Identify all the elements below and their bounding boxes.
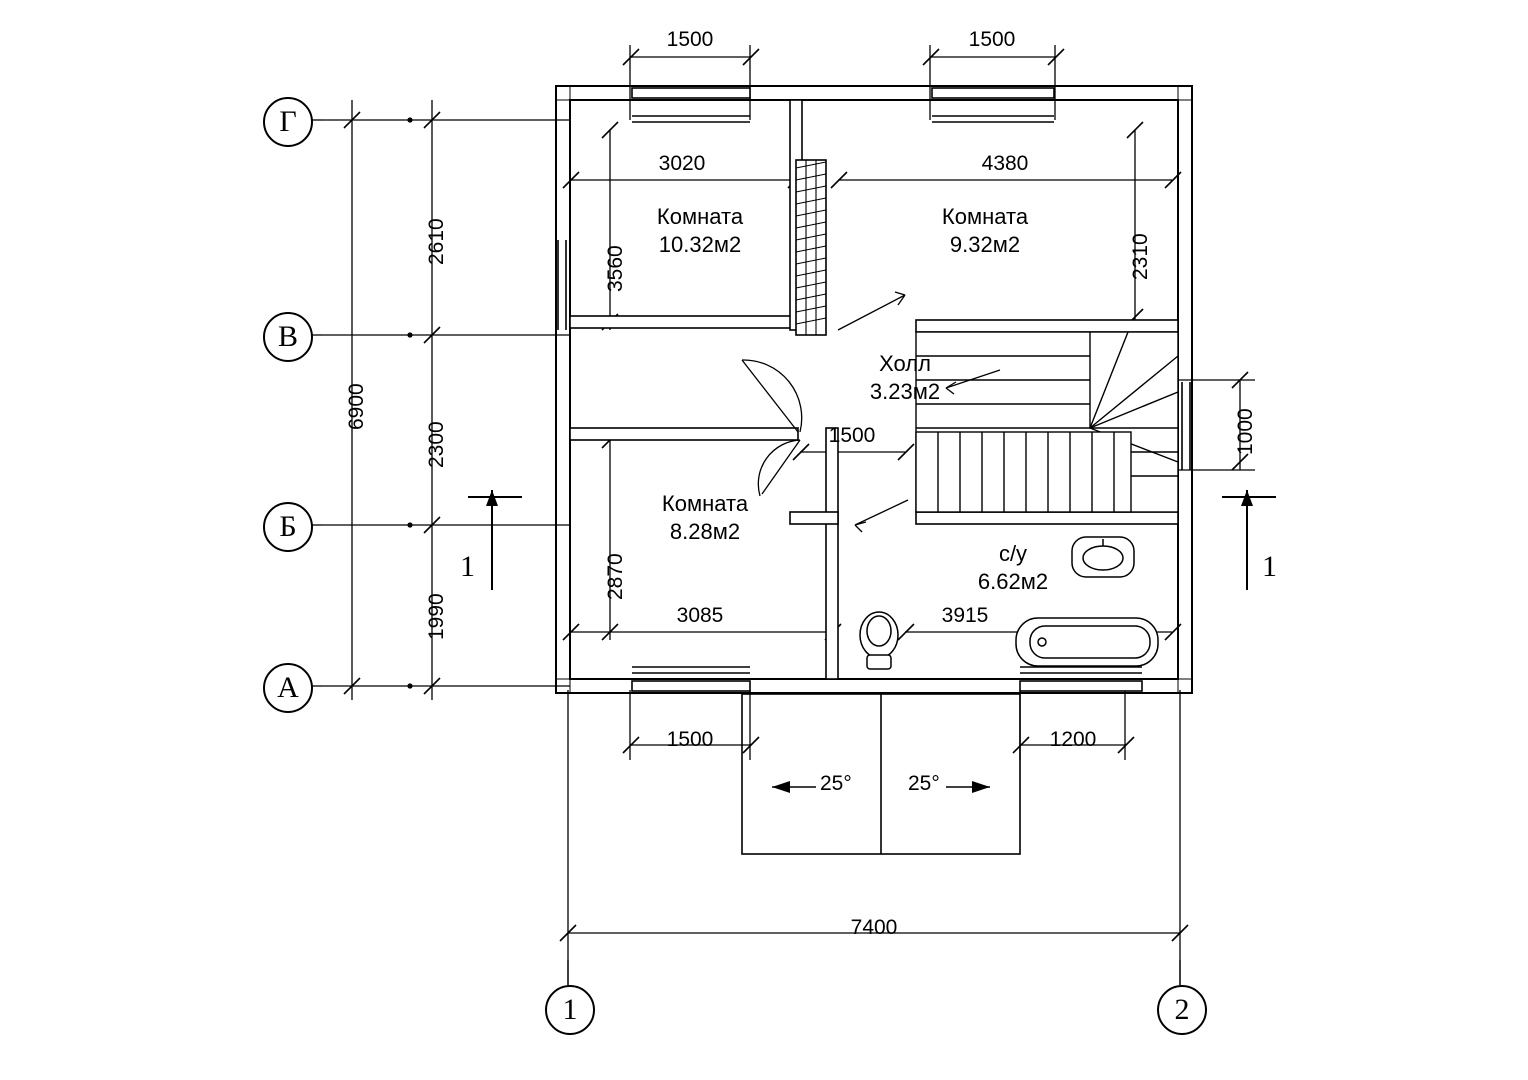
dim-top-right-window: 1500 — [968, 28, 1016, 51]
room-name: Комната — [656, 204, 744, 229]
dim-room3-height: 2870 — [604, 553, 627, 600]
room-label-komnata-1032 — [620, 203, 780, 258]
dim-bottom-right-window: 1200 — [1049, 728, 1097, 751]
dim-room1-height: 3560 — [604, 245, 627, 292]
axis-bubble-v — [263, 312, 313, 362]
dim-right-1000: 1000 — [1234, 408, 1257, 455]
axis-bubble-1 — [545, 985, 595, 1035]
room-area: 6.62м2 — [977, 568, 1049, 594]
dim-bath-width: 3915 — [941, 604, 989, 627]
axis-bubble-b — [263, 502, 313, 552]
axis-label: 1 — [562, 993, 578, 1026]
axis-label: В — [277, 320, 298, 353]
dim-hall-door: 1500 — [828, 424, 876, 447]
room-label-komnata-932 — [900, 203, 1070, 258]
room-name: с/у — [998, 541, 1028, 566]
dim-left-2610: 2610 — [425, 218, 448, 265]
section-mark-left-label: 1 — [460, 550, 475, 583]
room-label-komnata-828 — [625, 490, 785, 545]
axis-label: 2 — [1174, 993, 1190, 1026]
slope-label-right: 25° — [908, 772, 940, 795]
dim-left-total-6900: 6900 — [345, 383, 368, 430]
dim-top-left-window: 1500 — [666, 28, 714, 51]
dim-left-1990: 1990 — [425, 593, 448, 640]
axis-label: Г — [279, 105, 297, 138]
dim-room1-width: 3020 — [658, 152, 706, 175]
axis-bubble-g — [263, 97, 313, 147]
dim-bottom-total: 7400 — [850, 916, 898, 939]
room-label-hall — [840, 350, 970, 405]
slope-label-left: 25° — [820, 772, 852, 795]
dim-left-2300: 2300 — [425, 421, 448, 468]
axis-bubble-2 — [1157, 985, 1207, 1035]
room-name: Холл — [879, 351, 931, 376]
room-area: 9.32м2 — [949, 231, 1021, 257]
room-label-bathroom — [948, 540, 1078, 595]
room-area: 3.23м2 — [869, 378, 941, 404]
room-name: Комната — [941, 204, 1029, 229]
dim-room2-width: 4380 — [981, 152, 1029, 175]
axis-label: А — [277, 671, 299, 704]
axis-label: Б — [279, 510, 297, 543]
room-area: 10.32м2 — [658, 231, 742, 257]
room-area: 8.28м2 — [669, 518, 741, 544]
dim-room2-height: 2310 — [1129, 233, 1152, 280]
section-mark-right-label: 1 — [1262, 550, 1277, 583]
dim-bottom-left-window: 1500 — [666, 728, 714, 751]
dim-room3-width: 3085 — [676, 604, 724, 627]
room-name: Комната — [661, 491, 749, 516]
axis-bubble-a — [263, 663, 313, 713]
